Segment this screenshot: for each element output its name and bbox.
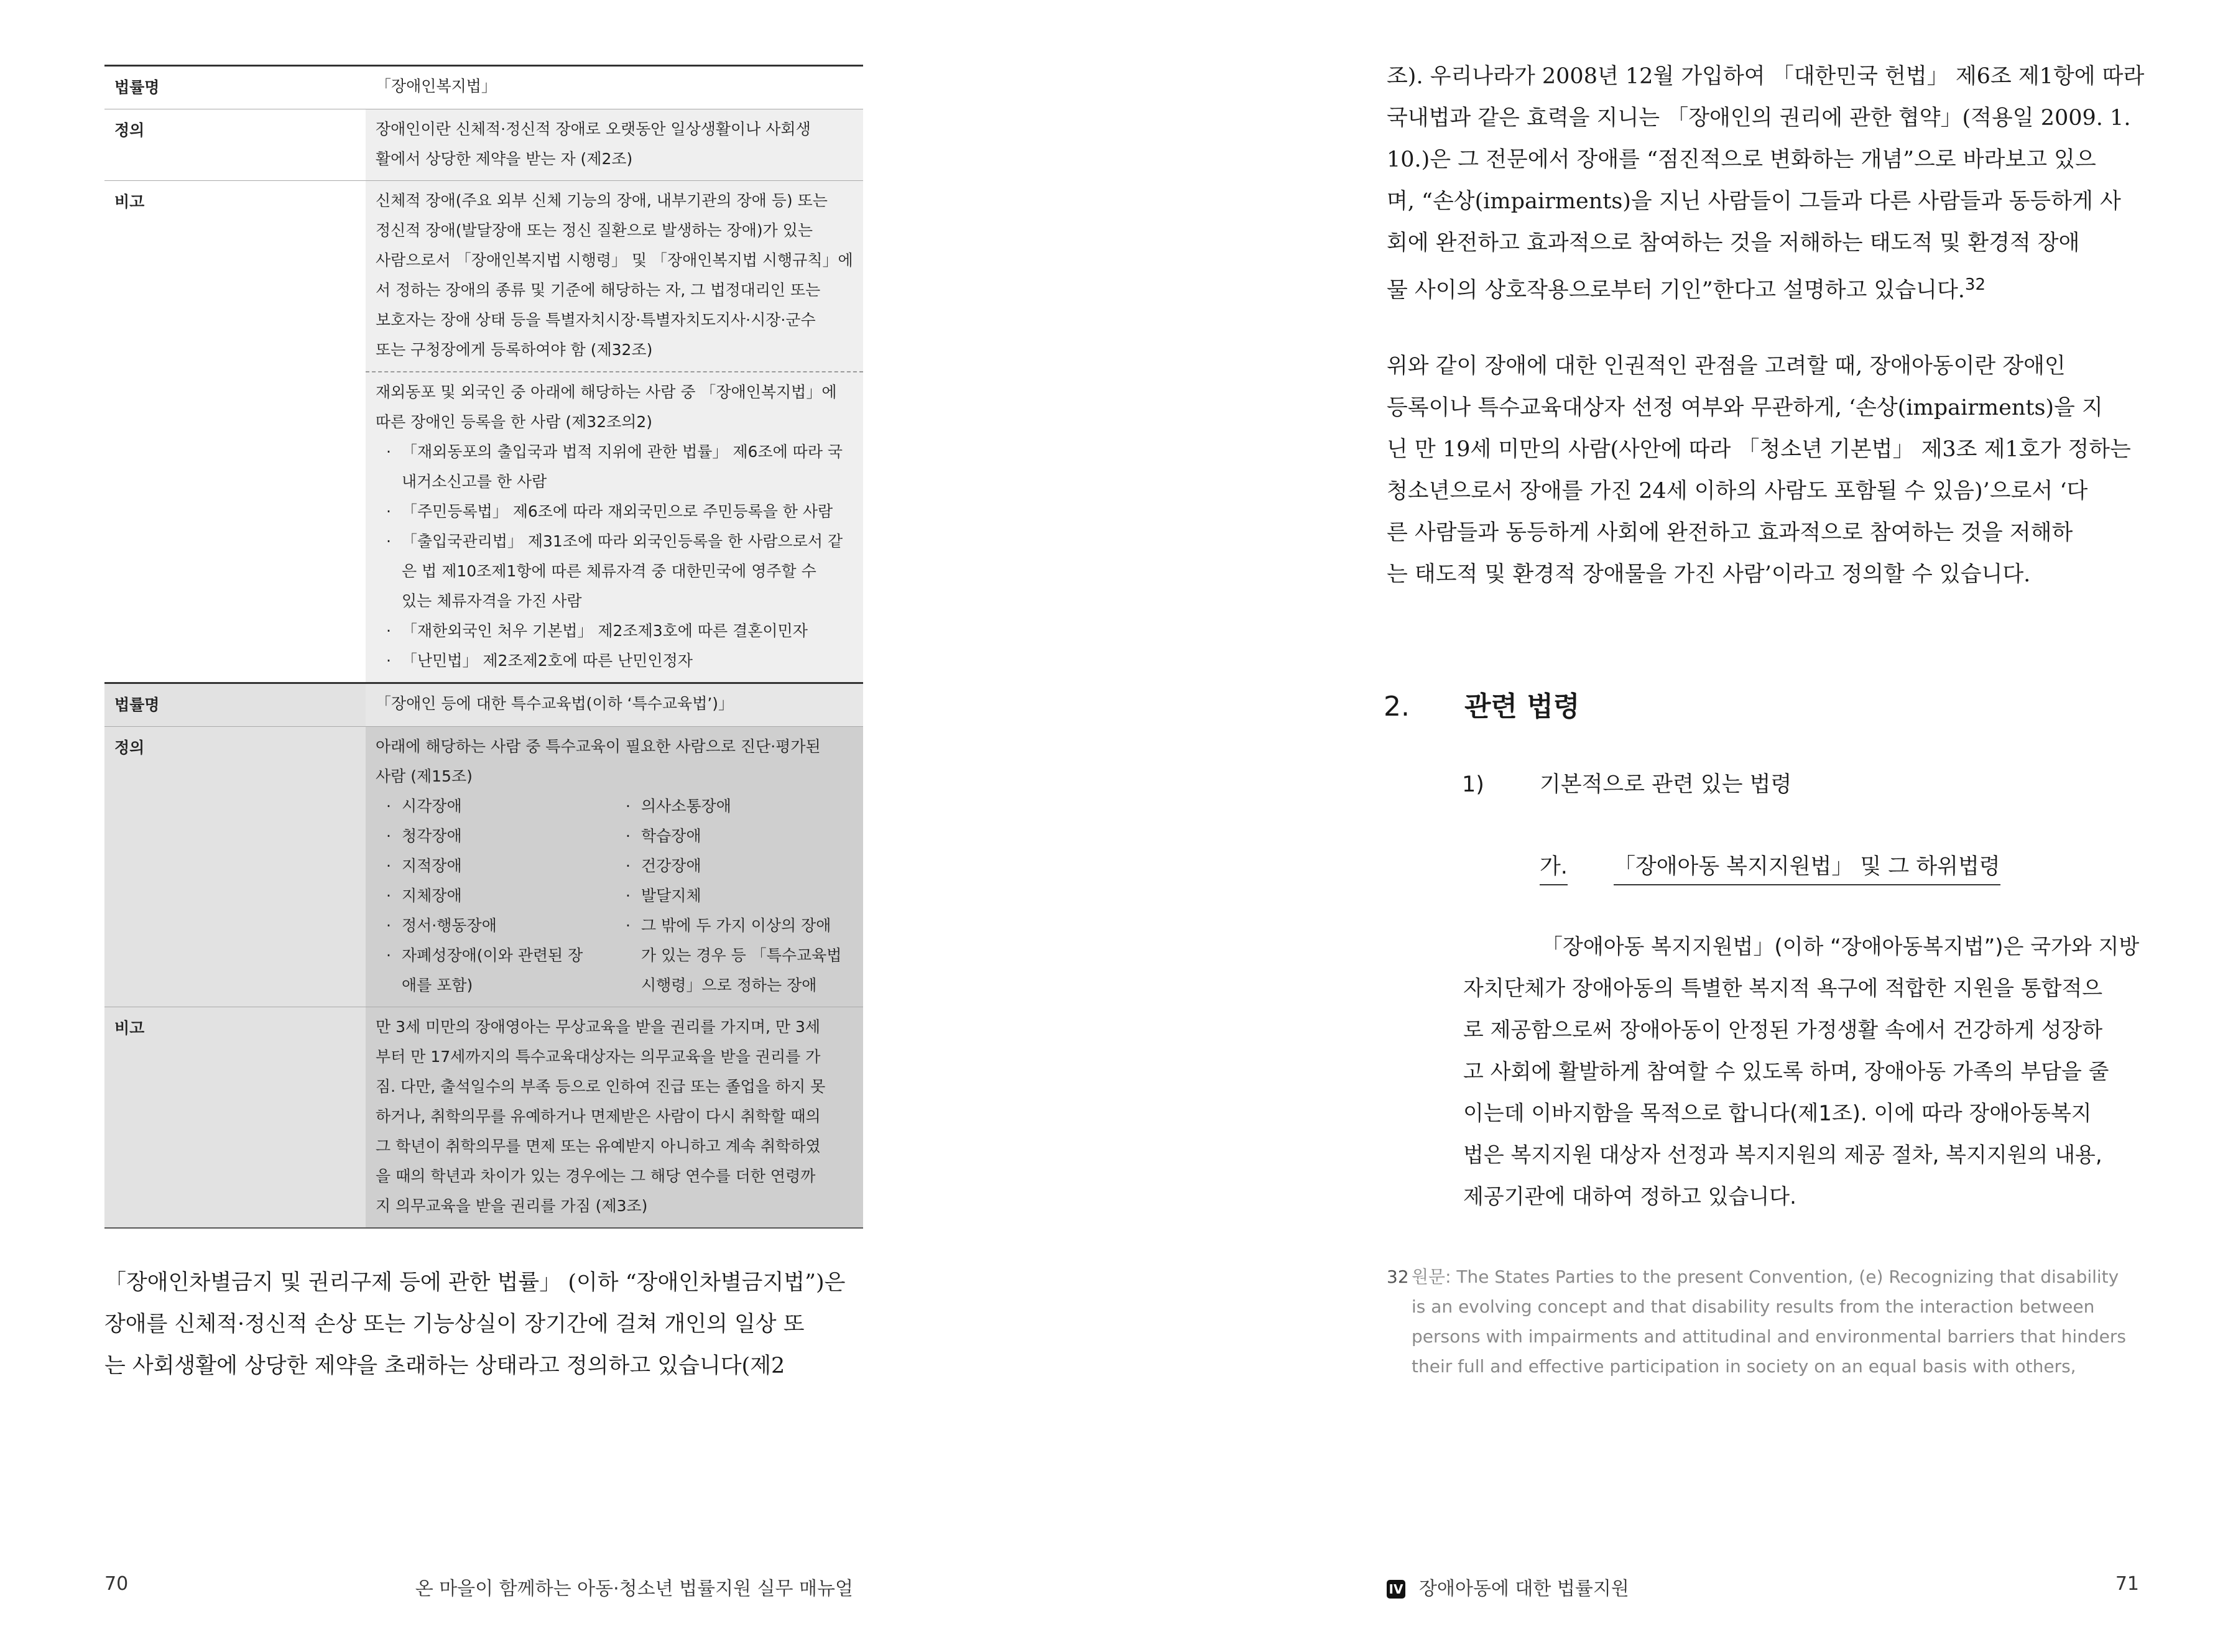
footnote-number: 32 <box>1387 1267 1409 1287</box>
text-line: 청소년으로서 장애를 가진 24세 이하의 사람도 포함될 수 있음)’으로서 ‘다 <box>1387 479 2088 504</box>
text-line: 른 사람들과 동등하게 사회에 완전하고 효과적으로 참여하는 것을 저해하 <box>1387 520 2073 545</box>
text-line: 원문: The States Parties to the present Convention, (e) Recognizing that disability <box>1412 1267 2119 1287</box>
list-item: · 지체장애 <box>386 887 462 905</box>
law-comparison-table <box>104 65 863 1229</box>
subsection-title: 기본적으로 관련 있는 법령 <box>1540 772 1792 797</box>
sub-subsection-heading <box>1540 849 2000 885</box>
text-line: 을 때의 학년과 차이가 있는 경우에는 그 해당 연수를 더한 연령까 <box>376 1167 816 1185</box>
note-text <box>366 181 863 372</box>
table-row <box>104 683 863 727</box>
text-line: 는 사회생활에 상당한 제약을 초래하는 상태라고 정의하고 있습니다(제2 <box>104 1354 785 1378</box>
list-item: · 청각장애 <box>386 827 462 845</box>
footnote-ref[interactable]: 32 <box>1964 275 1986 294</box>
body-paragraph <box>104 1262 853 1387</box>
footnote-text <box>1387 1262 2139 1382</box>
list-item: · 그 밖에 두 가지 이상의 장애 가 있는 경우 등 「특수교육법 시행령」으로 정하는 장애 <box>626 916 842 994</box>
list-item: · 「난민법」 제2조제2호에 따른 난민인정자 <box>386 652 693 670</box>
text-line: 짐. 다만, 출석일수의 부족 등으로 인하여 진급 또는 졸업을 하지 못 <box>376 1077 826 1096</box>
list-item: · 발달지체 <box>626 887 701 905</box>
footnote <box>1387 1262 2139 1382</box>
page-number: 71 <box>2115 1573 2139 1595</box>
running-title-right <box>1387 1573 1629 1600</box>
sub-subsection-number: 가. <box>1540 849 1568 885</box>
table-row <box>104 66 863 109</box>
body-paragraph <box>1387 346 2139 596</box>
body-paragraph <box>1387 56 2145 311</box>
text-line: 자치단체가 장애아동의 특별한 복지적 욕구에 적합한 지원을 통합적으 <box>1463 976 2103 1001</box>
disability-type-list <box>376 791 854 1000</box>
law-name: 「장애인 등에 대한 특수교육법(이하 ‘특수교육법’)」 <box>366 683 863 727</box>
running-title: 온 마을이 함께하는 아동·청소년 법률지원 실무 매뉴얼 <box>415 1578 853 1600</box>
table-row <box>104 1007 863 1229</box>
text-line: 닌 만 19세 미만의 사람(사안에 따라 「청소년 기본법」 제3조 제1호가 정하는 <box>1387 437 2131 462</box>
text-line: 이는데 이바지함을 목적으로 합니다(제1조). 이에 따라 장애아동복지 <box>1463 1101 2092 1126</box>
disability-column-left <box>376 791 615 1000</box>
text-line: 조). 우리나라가 2008년 12월 가입하여 「대한민국 헌법」 제6조 제1항에 따라 <box>1387 64 2145 89</box>
list-item: · 「재외동포의 출입국과 법적 지위에 관한 법률」 제6조에 따라 국 내거소신고를 한 사람 <box>386 443 843 491</box>
list-item: · 「주민등록법」 제6조에 따라 재외국민으로 주민등록을 한 사람 <box>386 502 833 520</box>
text-line: 정신적 장애(발달장애 또는 정신 질환으로 발생하는 장애)가 있는 <box>376 221 813 239</box>
note-text-foreigners <box>366 372 863 683</box>
text-line: 장애인이란 신체적·정신적 장애로 오랫동안 일상생활이나 사회생 <box>376 120 811 138</box>
text-line: 10.)은 그 전문에서 장애를 “점진적으로 변화하는 개념”으로 바라보고 있으 <box>1387 147 2096 172</box>
left-page <box>0 0 1116 1652</box>
list-item: · 학습장애 <box>626 827 701 845</box>
note-label: 비고 <box>104 1007 366 1229</box>
text-line: 위와 같이 장애에 대한 인권적인 관점을 고려할 때, 장애아동이란 장애인 <box>1387 354 2066 379</box>
text-line: 활에서 상당한 제약을 받는 자 (제2조) <box>376 150 633 168</box>
definition-text <box>366 109 863 181</box>
text-line: is an evolving concept and that disability results from the interaction between <box>1412 1296 2095 1317</box>
table-row <box>104 109 863 181</box>
text-line: 「장애아동 복지지원법」(이하 “장애아동복지법”)은 국가와 지방 <box>1542 934 2140 959</box>
list-item: · 「출입국관리법」 제31조에 따라 외국인등록을 한 사람으로서 같 은 법 제10조제1항에 따른 체류자격 중 대한민국에 영주할 수 있는 체류자격을 가진 사람 <box>386 532 843 610</box>
text-line: 국내법과 같은 효력을 지니는 「장애인의 권리에 관한 협약」(적용일 2009. 1. <box>1387 106 2131 131</box>
table-group-special-education-act <box>104 683 863 1229</box>
text-line: 그 학년이 취학의무를 면제 또는 유예받지 아니하고 계속 취학하였 <box>376 1137 821 1155</box>
law-name-label: 법률명 <box>104 66 366 109</box>
list-item: · 지적장애 <box>386 857 462 875</box>
running-title: 장애아동에 대한 법률지원 <box>1419 1578 1629 1600</box>
list-item: · 시각장애 <box>386 797 462 815</box>
text-line: 회에 완전하고 효과적으로 참여하는 것을 저해하는 태도적 및 환경적 장애 <box>1387 231 2080 256</box>
list-item: · 자폐성장애(이와 관련된 장 애를 포함) <box>386 946 583 994</box>
subsection-number: 1) <box>1462 772 1484 797</box>
table-row <box>104 181 863 372</box>
text-line: 만 3세 미만의 장애영아는 무상교육을 받을 권리를 가지며, 만 3세 <box>376 1018 821 1036</box>
text-line: 서 정하는 장애의 종류 및 기준에 해당하는 자, 그 법정대리인 또는 <box>376 281 821 299</box>
text-line: 로 제공함으로써 장애아동이 안정된 가정생활 속에서 건강하게 성장하 <box>1463 1018 2103 1043</box>
text-line: 하거나, 취학의무를 유예하거나 면제받은 사람이 다시 취학할 때의 <box>376 1107 821 1125</box>
text-line: 따른 장애인 등록을 한 사람 (제32조의2) <box>376 413 653 431</box>
list-item: · 정서·행동장애 <box>386 916 497 934</box>
text-line: 보호자는 장애 상태 등을 특별자치시장·특별자치도지사·시장·군수 <box>376 311 816 329</box>
note-text <box>366 1007 863 1229</box>
section-title: 관련 법령 <box>1464 691 1580 722</box>
text-line: 사람으로서 「장애인복지법 시행령」 및 「장애인복지법 시행규칙」에 <box>376 251 853 269</box>
note-label: 비고 <box>104 181 366 683</box>
text-line: 물 사이의 상호작용으로부터 기인”한다고 설명하고 있습니다.$^{32}$ <box>1387 275 1986 303</box>
section-heading <box>1384 684 1579 724</box>
law-name: 「장애인복지법」 <box>366 66 863 109</box>
table-group-welfare-act <box>104 66 863 683</box>
text-line: 고 사회에 활발하게 참여할 수 있도록 하며, 장애아동 가족의 부담을 줄 <box>1463 1059 2109 1084</box>
text-line: 아래에 해당하는 사람 중 특수교육이 필요한 사람으로 진단·평가된 <box>376 737 821 755</box>
text-line: 사람 (제15조) <box>376 767 473 785</box>
table-row <box>104 727 863 1007</box>
list-item: · 건강장애 <box>626 857 701 875</box>
text-line: 부터 만 17세까지의 특수교육대상자는 의무교육을 받을 권리를 가 <box>376 1048 821 1066</box>
page-number: 70 <box>104 1573 129 1595</box>
disability-column-right <box>615 791 854 1000</box>
section-number: 2. <box>1384 691 1410 722</box>
text-line: 장애를 신체적·정신적 손상 또는 기능상실이 장기간에 걸쳐 개인의 일상 또 <box>104 1312 805 1337</box>
list-item: · 「재한외국인 처우 기본법」 제2조제3호에 따른 결혼이민자 <box>386 622 808 640</box>
text-line: 법은 복지지원 대상자 선정과 복지지원의 제공 절차, 복지지원의 내용, <box>1463 1143 2102 1168</box>
text-line: 「장애인차별금지 및 권리구제 등에 관한 법률」 (이하 “장애인차별금지법”)은 <box>104 1270 846 1295</box>
definition-label: 정의 <box>104 727 366 1007</box>
text-line: 신체적 장애(주요 외부 신체 기능의 장애, 내부기관의 장애 등) 또는 <box>376 192 828 210</box>
text-line: persons with impairments and attitudinal and environmental barriers that hinders <box>1412 1326 2126 1347</box>
text-line: 며, “손상(impairments)을 지닌 사람들이 그들과 다른 사람들과 동등하게 사 <box>1387 189 2121 214</box>
body-paragraph <box>1463 926 2139 1218</box>
definition-text <box>366 727 863 1007</box>
law-name-label: 법률명 <box>104 683 366 727</box>
chapter-mark-icon: IV <box>1387 1580 1405 1599</box>
text-line: 제공기관에 대하여 정하고 있습니다. <box>1463 1184 1796 1209</box>
definition-label: 정의 <box>104 109 366 181</box>
text-line: their full and effective participation in society on an equal basis with others, <box>1412 1356 2076 1377</box>
text-line: 재외동포 및 외국인 중 아래에 해당하는 사람 중 「장애인복지법」에 <box>376 383 837 401</box>
list-item: · 의사소통장애 <box>626 797 731 815</box>
sub-subsection-title: 「장애아동 복지지원법」 및 그 하위법령 <box>1614 849 2000 885</box>
subsection-heading <box>1462 767 1791 798</box>
text-line: 등록이나 특수교육대상자 선정 여부와 무관하게, ‘손상(impairments)을 지 <box>1387 395 2103 420</box>
text-line: 지 의무교육을 받을 권리를 가짐 (제3조) <box>376 1197 648 1215</box>
text-line: 또는 구청장에게 등록하여야 함 (제32조) <box>376 341 653 359</box>
text-line: 는 태도적 및 환경적 장애물을 가진 사람’이라고 정의할 수 있습니다. <box>1387 562 2031 587</box>
